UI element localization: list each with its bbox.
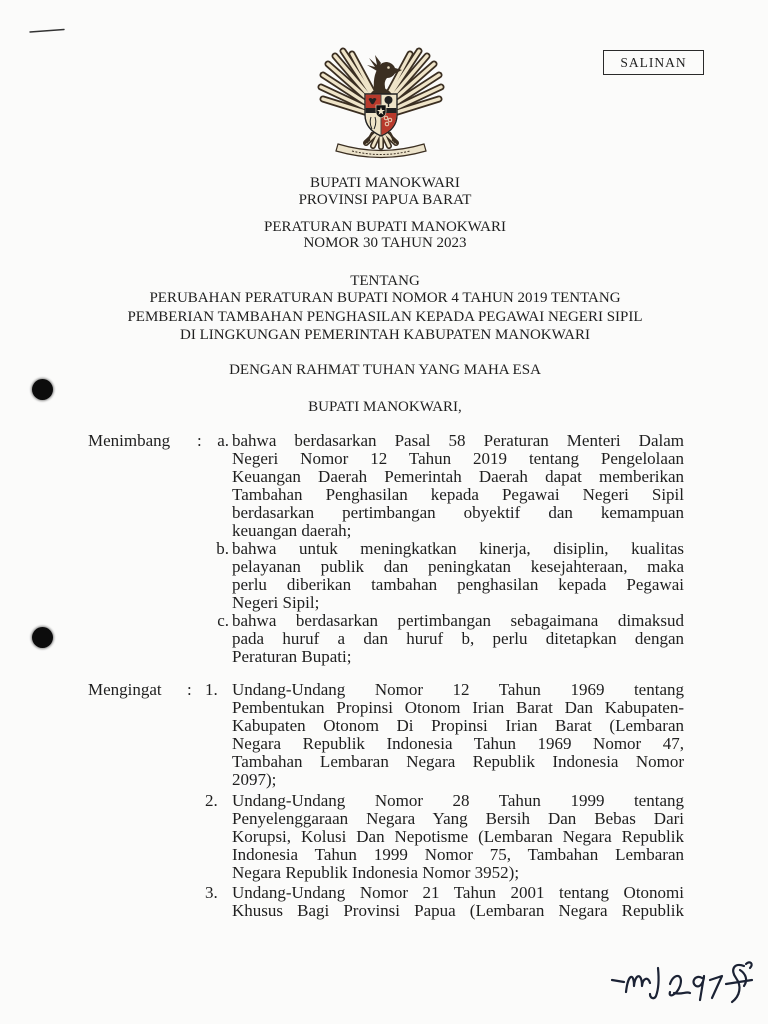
menimbang-item-b (0, 540, 768, 612)
item-marker: 2. (205, 791, 218, 810)
text-line: keuangan daerah; (232, 521, 352, 540)
province-name: PROVINSI PAPUA BARAT (298, 192, 472, 208)
text-line: pelayanan publik dan peningkatan kesejahteraan, maka (232, 557, 684, 576)
invocation: DENGAN RAHMAT TUHAN YANG MAHA ESA (229, 362, 541, 378)
text-line: Khusus Bagi Provinsi Papua (Lembaran Negara Republik (232, 901, 684, 920)
item-text (232, 792, 684, 882)
shield (365, 94, 397, 136)
text-line: Pembentukan Propinsi Otonom Irian Barat Dan Kabupaten- (232, 698, 684, 717)
text-line: 2097); (232, 770, 277, 789)
mengingat-item-1 (0, 681, 768, 789)
text-line: Undang-Undang Nomor 12 Tahun 1969 tentang (232, 680, 684, 699)
regulation-number: NOMOR 30 TAHUN 2023 (303, 235, 467, 251)
text-line: Tambahan Penghasilan kepada Pegawai Negeri Sipil (232, 485, 684, 504)
text-line: Tambahan Lembaran Negara Republik Indonesia Nomor (232, 752, 684, 771)
text-line: bahwa berdasarkan Pasal 58 Peraturan Menteri Dalam (232, 431, 684, 450)
section-label: Menimbang (88, 431, 171, 450)
mengingat-item-3 (0, 884, 768, 920)
garuda-emblem-icon (316, 47, 446, 165)
section-label: Mengingat (88, 680, 162, 699)
item-text (232, 612, 684, 666)
text-line: bahwa untuk meningkatkan kinerja, disiplin, kualitas (232, 539, 684, 558)
text-line: Negara Republik Indonesia Tahun 1969 Nomor 47, (232, 734, 684, 753)
mengingat-section (0, 681, 768, 920)
text-line: Undang-Undang Nomor 21 Tahun 2001 tentang Otonomi (232, 883, 684, 902)
section-colon: : (197, 431, 202, 450)
text-line: Peraturan Bupati; (232, 647, 352, 666)
menimbang-section (0, 432, 768, 666)
menimbang-item-a (0, 432, 768, 540)
item-text (232, 540, 684, 612)
item-marker: a. (217, 431, 229, 450)
item-marker: c. (217, 611, 229, 630)
enacting-authority: BUPATI MANOKWARI, (308, 399, 462, 415)
subject-line: PERUBAHAN PERATURAN BUPATI NOMOR 4 TAHUN 2019 TENTANG (149, 290, 621, 306)
subject-line: DI LINGKUNGAN PEMERINTAH KABUPATEN MANOKWARI (180, 327, 590, 343)
about-heading: TENTANG (350, 273, 420, 289)
item-text (232, 884, 684, 920)
section-colon: : (187, 680, 192, 699)
item-marker: b. (216, 539, 229, 558)
text-line: Penyelenggaraan Negara Yang Bersih Dan Bebas Dari (232, 809, 684, 828)
text-line: Negara Republik Indonesia Nomor 3952); (232, 863, 520, 882)
regulation-title: PERATURAN BUPATI MANOKWARI (264, 219, 506, 235)
text-line: Kabupaten Otonom Di Propinsi Irian Barat (Lembaran (232, 716, 684, 735)
item-marker: 1. (205, 680, 218, 699)
authority-title: BUPATI MANOKWARI (310, 175, 460, 191)
menimbang-item-c (0, 612, 768, 666)
text-line: pada huruf a dan huruf b, perlu ditetapkan dengan (232, 629, 684, 648)
text-line: Indonesia Tahun 1999 Nomor 75, Tambahan Lembaran (232, 845, 684, 864)
text-line: bahwa berdasarkan pertimbangan sebagaimana dimaksud (232, 611, 684, 630)
handwritten-initials (604, 956, 760, 1014)
copy-stamp: SALINAN (603, 50, 704, 75)
pen-mark (28, 26, 68, 36)
text-line: Negeri Nomor 12 Tahun 2019 tentang Pengelolaan (232, 449, 684, 468)
text-line: perlu diberikan tambahan penghasilan kepada Pegawai (232, 575, 684, 594)
item-marker: 3. (205, 883, 218, 902)
text-line: Undang-Undang Nomor 28 Tahun 1999 tentang (232, 791, 684, 810)
text-line: Negeri Sipil; (232, 593, 320, 612)
mengingat-item-2 (0, 792, 768, 882)
text-line: berdasarkan pertimbangan obyektif dan kemampuan (232, 503, 684, 522)
subject-line: PEMBERIAN TAMBAHAN PENGHASILAN KEPADA PEGAWAI NEGERI SIPIL (127, 309, 643, 325)
item-text (232, 432, 684, 540)
text-line: Keuangan Daerah Pemerintah Daerah dapat memberikan (232, 467, 684, 486)
item-text (232, 681, 684, 789)
text-line: Korupsi, Kolusi Dan Nepotisme (Lembaran Negara Republik (232, 827, 684, 846)
punch-hole (32, 379, 53, 400)
